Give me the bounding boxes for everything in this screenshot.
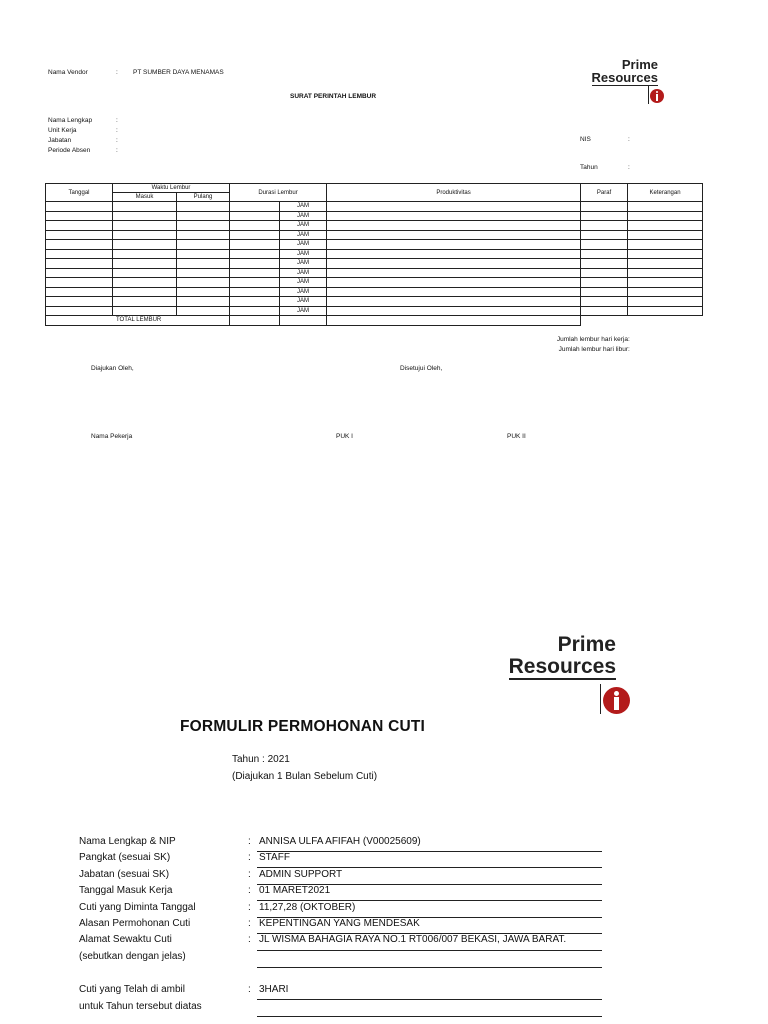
underline-cuti: [257, 917, 602, 918]
summary-hari-kerja: Jumlah lembur hari kerja: [556, 336, 628, 343]
summary-hari-libur: Jumlah lembur hari libur: [558, 346, 628, 353]
field-label-periode-absen: Periode Absen: [48, 147, 91, 154]
durasi-unit-cell: JAM: [280, 230, 327, 240]
table-row: [46, 297, 703, 307]
header-paraf: Paraf: [581, 184, 628, 202]
overtime-fields-left: [48, 116, 92, 156]
value-cuti-diminta: 11,27,28 (OKTOBER): [259, 901, 356, 913]
field-label-nama-lengkap: Nama Lengkap: [48, 117, 93, 124]
label-alamat: Alamat Sewaktu Cuti: [79, 934, 172, 946]
underline-alasan: [257, 933, 602, 934]
logo-bottom-line2: Resources: [508, 655, 616, 678]
table-row: [46, 306, 703, 316]
total-lembur-label: TOTAL LEMBUR: [46, 316, 230, 326]
leave-labels: [79, 834, 196, 965]
durasi-unit-cell: JAM: [280, 297, 327, 307]
table-row: [46, 221, 703, 231]
durasi-unit-cell: JAM: [280, 249, 327, 259]
durasi-unit-cell: JAM: [280, 240, 327, 250]
overtime-colons-left: : : : :: [116, 117, 118, 154]
table-row: [46, 211, 703, 221]
durasi-unit-cell: JAM: [280, 211, 327, 221]
tahun-colon: :: [628, 164, 630, 171]
logo-top-mark-icon: [650, 89, 664, 103]
durasi-unit-cell: JAM: [280, 287, 327, 297]
underline-cuti-diambil: [257, 999, 602, 1000]
durasi-unit-cell: JAM: [280, 221, 327, 231]
underline-alamat-2: [257, 967, 602, 968]
logo-top-divider: [648, 86, 649, 104]
label-cuti-diambil-2: untuk Tahun tersebut diatas: [79, 1001, 202, 1012]
value-jabatan: ADMIN SUPPORT: [259, 868, 343, 880]
value-nama-nip: ANNISA ULFA AFIFAH (V00025609): [259, 836, 421, 847]
underline-cuti-diambil-2: [257, 1016, 602, 1017]
leave-colons: : : : : : : :: [248, 836, 251, 946]
durasi-unit-cell: JAM: [280, 259, 327, 269]
table-row: [46, 240, 703, 250]
nis-colon: :: [628, 136, 630, 143]
label-nama-nip: Nama Lengkap & NIP: [79, 836, 176, 847]
logo-top: [585, 58, 658, 86]
field-label-jabatan: Jabatan: [48, 137, 72, 144]
durasi-unit-cell: JAM: [280, 202, 327, 212]
table-total-row: [46, 316, 703, 326]
table-header-row: [46, 184, 703, 193]
diajukan-label: Diajukan Oleh,: [91, 365, 134, 372]
underline-jabatan: [257, 884, 602, 885]
leave-note-line: (Diajukan 1 Bulan Sebelum Cuti): [232, 771, 378, 782]
header-durasi: Durasi Lembur: [230, 184, 327, 202]
overtime-table: [45, 183, 703, 326]
underline-pangkat: [257, 867, 602, 868]
underline-alamat: [257, 950, 602, 951]
durasi-unit-cell: JAM: [280, 306, 327, 316]
table-row: [46, 259, 703, 269]
header-masuk: Masuk: [113, 193, 177, 202]
logo-line2: Resources: [591, 70, 658, 85]
logo-bottom-mark-icon: [603, 687, 630, 714]
underline-tanggal: [257, 900, 602, 901]
value-pangkat: STAFF: [259, 852, 290, 864]
value-cuti-diambil: 3HARI: [259, 984, 289, 995]
leave-year-line: Tahun : 2021: [232, 754, 290, 765]
table-body: [46, 202, 703, 316]
header-pulang: Pulang: [177, 193, 230, 202]
overtime-title: SURAT PERINTAH LEMBUR: [290, 93, 377, 100]
label-tanggal-masuk: Tanggal Masuk Kerja: [79, 885, 173, 897]
logo-bottom-line1: Prime: [557, 633, 616, 656]
durasi-unit-cell: JAM: [280, 268, 327, 278]
table-row: [46, 230, 703, 240]
nis-label: NIS: [580, 136, 591, 143]
logo-bottom-divider: [600, 684, 601, 714]
logo-line1: Prime: [621, 57, 658, 72]
header-produktivitas: Produktivitas: [327, 184, 581, 202]
logo-bottom: [500, 634, 616, 680]
durasi-unit-cell: JAM: [280, 278, 327, 288]
header-keterangan: Keterangan: [628, 184, 703, 202]
underline-nama: [257, 851, 602, 852]
label-cuti-diminta: Cuti yang Diminta Tanggal: [79, 901, 196, 913]
header-tanggal: Tanggal: [46, 184, 113, 202]
value-alamat: JL WISMA BAHAGIA RAYA NO.1 RT006/007 BEKASI, JAWA BARAT.: [259, 934, 567, 946]
label-alasan: Alasan Permohonan Cuti: [79, 918, 191, 930]
label-address-note: (sebutkan dengan jelas): [79, 950, 186, 962]
value-tanggal-masuk: 01 MARET2021: [259, 885, 331, 897]
label-cuti-diambil-1: Cuti yang Telah di ambil: [79, 984, 185, 995]
vendor-colon: :: [116, 69, 118, 76]
tahun-label: Tahun: [580, 164, 598, 171]
nama-pekerja-label: Nama Pekerja: [91, 433, 133, 440]
vendor-label: Nama Vendor: [48, 69, 88, 76]
disetujui-label: Disetujui Oleh,: [400, 365, 443, 372]
vendor-value: PT SUMBER DAYA MENAMAS: [133, 69, 224, 76]
header-waktu-lembur: Waktu Lembur: [113, 184, 230, 193]
puk2-label: PUK II: [507, 433, 526, 440]
table-row: [46, 287, 703, 297]
label-jabatan: Jabatan (sesuai SK): [79, 868, 170, 880]
value-alasan: KEPENTINGAN YANG MENDESAK: [259, 918, 420, 930]
table-row: [46, 249, 703, 259]
puk1-label: PUK I: [336, 433, 353, 440]
table-row: [46, 268, 703, 278]
label-pangkat: Pangkat (sesuai SK): [79, 852, 171, 864]
leave-form-title: FORMULIR PERMOHONAN CUTI: [180, 718, 426, 735]
field-label-unit-kerja: Unit Kerja: [48, 127, 77, 134]
table-row: [46, 202, 703, 212]
table-row: [46, 278, 703, 288]
